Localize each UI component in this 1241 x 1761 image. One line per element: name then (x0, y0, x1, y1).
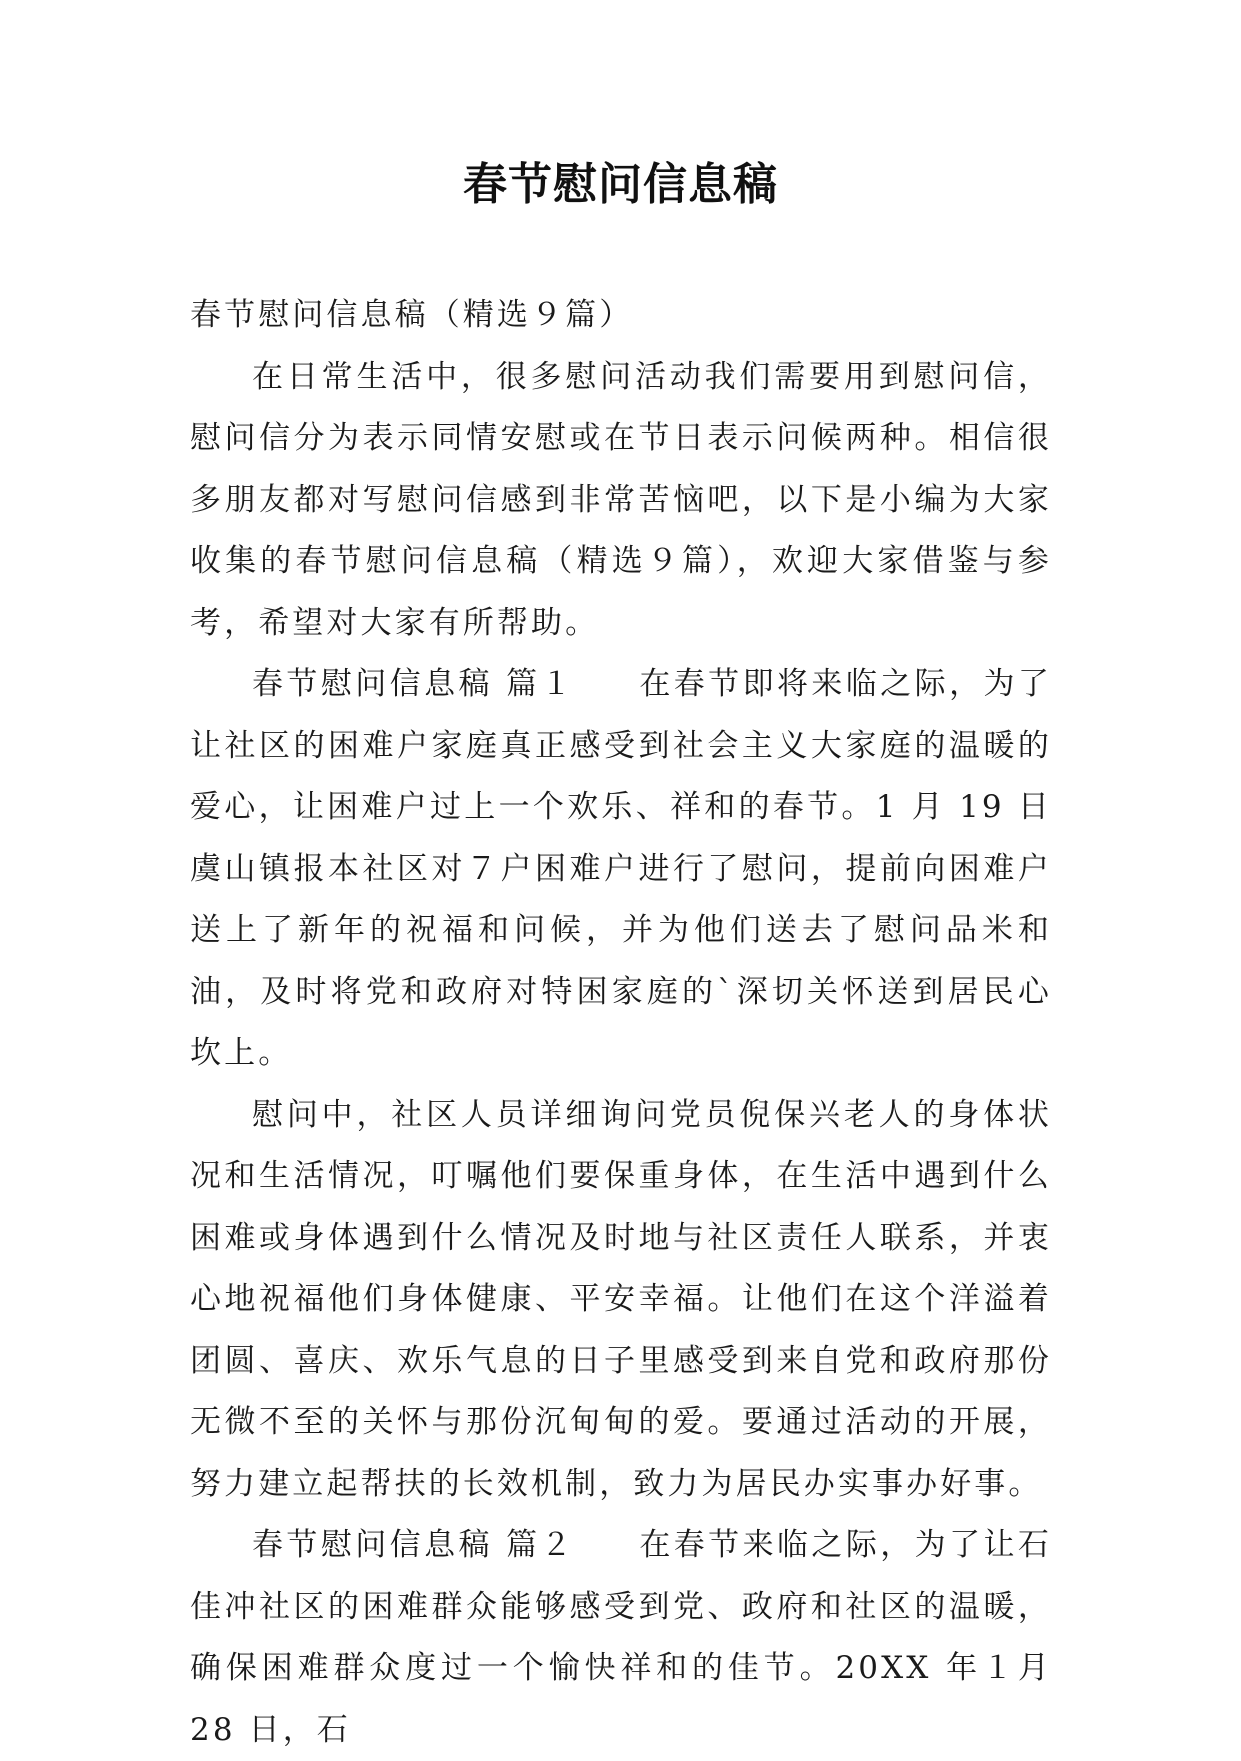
section-1-text: 在春节即将来临之际，为了让社区的困难户家庭真正感受到社会主义大家庭的温暖的爱心，让困难户过上一个欢乐、祥和的春节。1 月 19 日虞山镇报本社区对７户困难户进行了慰问，提前向困难户送上了新年的祝福和问候，并为他们送去了慰问品米和油，及时将党和政府对特困家庭的`深切关怀送到居民心坎上。 (190, 666, 1052, 1071)
document-title: 春节慰问信息稿 (463, 159, 778, 210)
section-2-paragraph (190, 1515, 1052, 1761)
section-2-text: 在春节来临之际，为了让石佳冲社区的困难群众能够感受到党、政府和社区的温暖，确保困难群众度过一个愉快祥和的佳节。20XX 年１月 28 日，石 (190, 1527, 1052, 1748)
section-1-paragraph (190, 654, 1052, 1085)
section-1-paragraph-2: 慰问中，社区人员详细询问党员倪保兴老人的身体状况和生活情况，叮嘱他们要保重身体，在生活中遇到什么困难或身体遇到什么情况及时地与社区责任人联系，并衷心地祝福他们身体健康、平安幸福。让他们在这个洋溢着团圆、喜庆、欢乐气息的日子里感受到来自党和政府那份无微不至的关怀与那份沉甸甸的爱。要通过活动的开展，努力建立起帮扶的长效机制，致力为居民办实事办好事。 (190, 1096, 1052, 1502)
section-1-heading: 春节慰问信息稿 篇１ (252, 666, 576, 702)
intro-paragraph: 在日常生活中，很多慰问活动我们需要用到慰问信，慰问信分为表示同情安慰或在节日表示问候两种。相信很多朋友都对写慰问信感到非常苦恼吧，以下是小编为大家收集的春节慰问信息稿（精选９篇），欢迎大家借鉴与参考，希望对大家有所帮助。 (190, 358, 1052, 641)
document-body (190, 285, 1052, 1761)
section-2-heading: 春节慰问信息稿 篇２ (252, 1527, 576, 1563)
document-subtitle: 春节慰问信息稿（精选９篇） (190, 297, 634, 333)
